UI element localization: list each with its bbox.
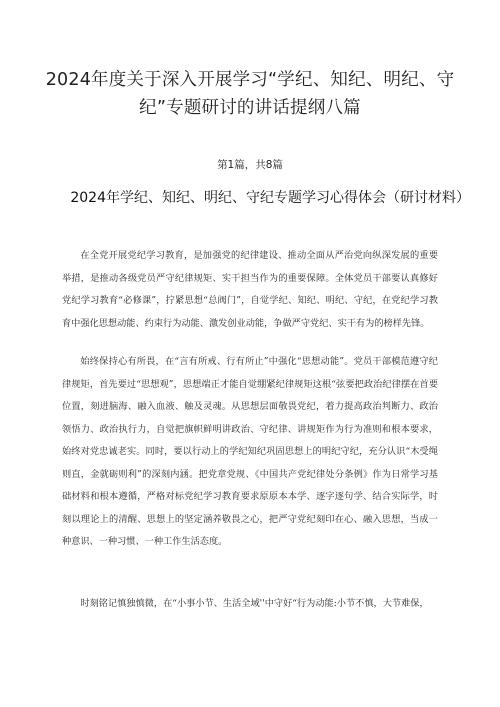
body-paragraph: 始终保持心有所畏，在“言有所戒、行有所止”中强化“思想动能”。党员干部模范遵守纪律规矩，首先要过“思想观”，思想端正才能自觉绷紧纪律规矩这根“弦要把政治纪律摆在首要位置，刻进脑海、融入血液、触及灵魂。从思想层面敬畏党纪，着力提高政治判断力、政治领悟力、政治执行力，自觉把旗帜鲜明讲政治、守纪律、讲规矩作为行为准则和根本要求，始终对党忠诚老实。同时，要以行动上的学纪知纪巩固思想上的明纪守纪，充分认识“木受绳则直，金就砺则利”的深刻内涵。把党章党规、《中国共产党纪律处分条例》作为日常学习基础材料和根本遵循，严格对标党纪学习教育要求原原本本学、逐字逐句学、结合实际学，时刻以理论上的清醒、思想上的坚定涵养敬畏之心，把严守党纪刻印在心、融入思想，当成一种意识、一种习惯、一种工作生活态度。 <box>62 356 438 547</box>
body-paragraph: 在全党开展党纪学习教育，是加强党的纪律建设、推动全面从严治党向纵深发展的重要举措，是推动各级党员严守纪律规矩、实干担当作为的重要保障。全体党员干部要认真修好党纪学习教育“必修课”，拧紧思想“总阀门”，自觉学纪、知纪、明纪、守纪，在党纪学习教育中强化思想动能、约束行为动能、激发创业动能，争做严守党纪、实干有为的榜样先锋。 <box>62 250 438 329</box>
document-title: 2024年度关于深入开展学习“学纪、知纪、明纪、守纪”专题研讨的讲话提纲八篇 <box>45 70 455 118</box>
body-paragraph: 时刻铭记慎独慎微，在“小事小节、生活全域''中守好“行为动能:小节不慎，大节难保， <box>80 598 429 609</box>
section-title: 2024年学纪、知纪、明纪、守纪专题学习心得体会（研讨材料） <box>70 190 470 206</box>
part-label: 第1篇，共8篇 <box>217 159 283 171</box>
